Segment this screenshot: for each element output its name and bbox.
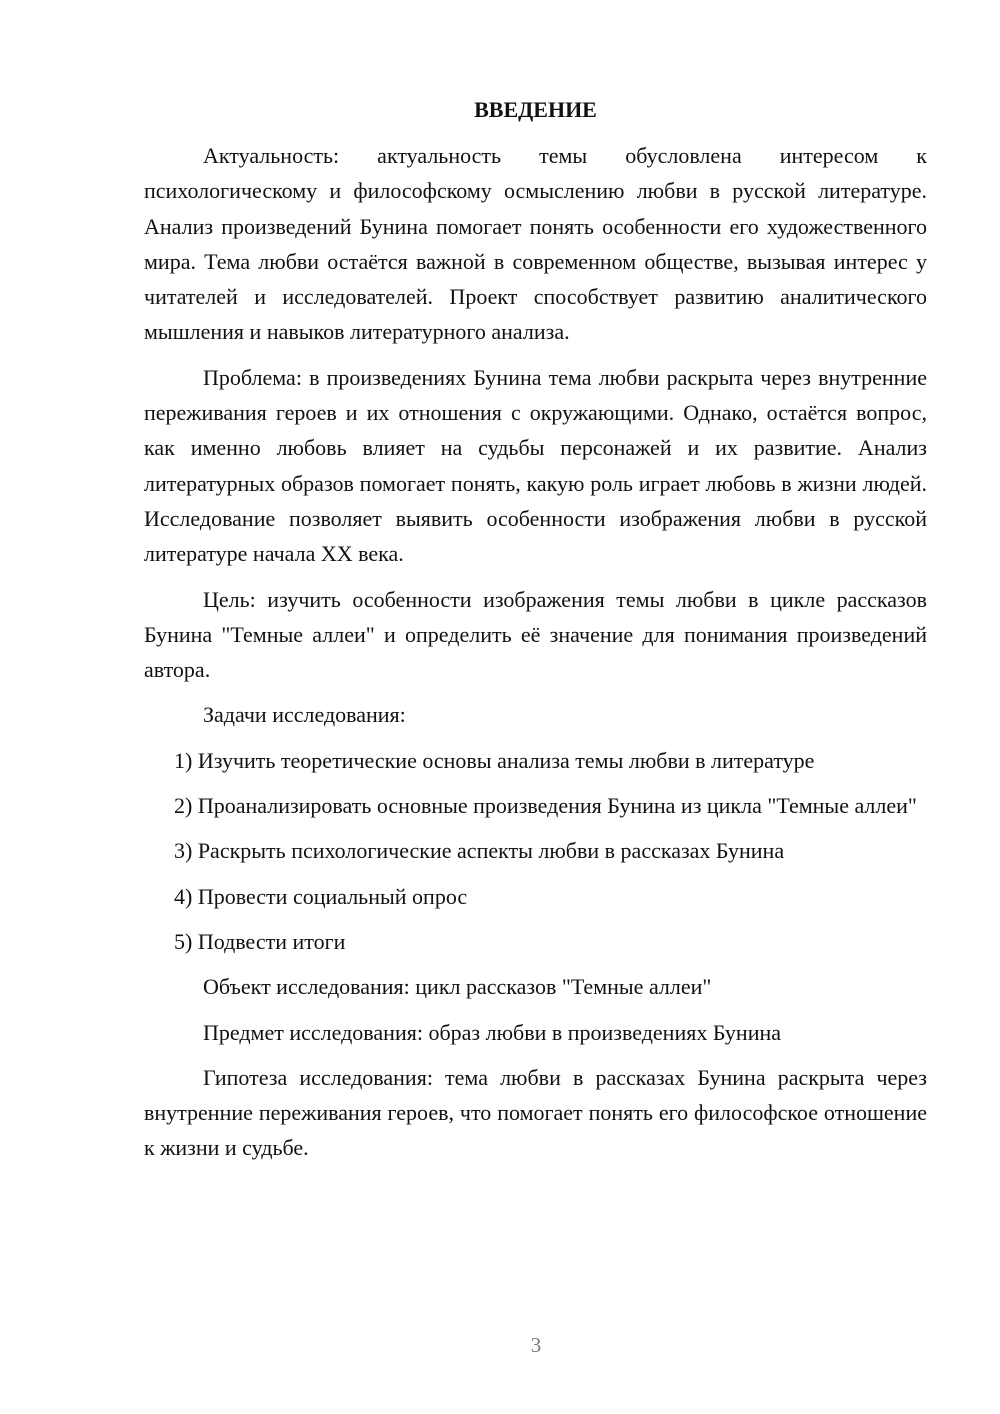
subject-paragraph: Предмет исследования: образ любви в произведениях Бунина xyxy=(203,1019,782,1045)
task-item-5: 5) Подвести итоги xyxy=(174,928,346,954)
task-item-1: 1) Изучить теоретические основы анализа темы любви в литературе xyxy=(174,747,815,773)
section-heading: ВВЕДЕНИЕ xyxy=(474,97,597,122)
object-paragraph: Объект исследования: цикл рассказов "Темные аллеи" xyxy=(203,974,712,1000)
page-number: 3 xyxy=(530,1333,542,1357)
hypothesis-paragraph: Гипотеза исследования: тема любви в рассказах Бунина раскрыта через внутренние переживания героев, что помогает понять его философское отношение к жизни и судьбе. xyxy=(144,1064,927,1161)
problem-paragraph: Проблема: в произведениях Бунина тема любви раскрыта через внутренние переживания героев и их отношения с окружающими. Однако, остаётся вопрос, как именно любовь влияет на судьбы персонажей и их развитие. Анализ литературных образов помогает понять, какую роль играет любовь в жизни людей. Исследование позволяет выявить особенности изображения любви в русской литературе начала XX века. xyxy=(144,364,927,567)
page-content xyxy=(144,92,927,1176)
tasks-heading: Задачи исследования: xyxy=(203,702,406,728)
task-item-2: 2) Проанализировать основные произведения Бунина из цикла "Темные аллеи" xyxy=(174,793,917,819)
relevance-paragraph: Актуальность: актуальность темы обусловлена интересом к психологическому и философскому осмыслению любви в русской литературе. Анализ произведений Бунина помогает понять особенности его художественного мира. Тема любви остаётся важной в современном обществе, вызывая интерес у читателей и исследователей. Проект способствует развитию аналитического мышления и навыков литературного анализа. xyxy=(144,143,927,345)
task-item-3: 3) Раскрыть психологические аспекты любви в рассказах Бунина xyxy=(174,838,785,864)
task-item-4: 4) Провести социальный опрос xyxy=(174,883,468,909)
goal-paragraph: Цель: изучить особенности изображения темы любви в цикле рассказов Бунина "Темные аллеи" и определить её значение для понимания произведений автора. xyxy=(144,586,927,683)
